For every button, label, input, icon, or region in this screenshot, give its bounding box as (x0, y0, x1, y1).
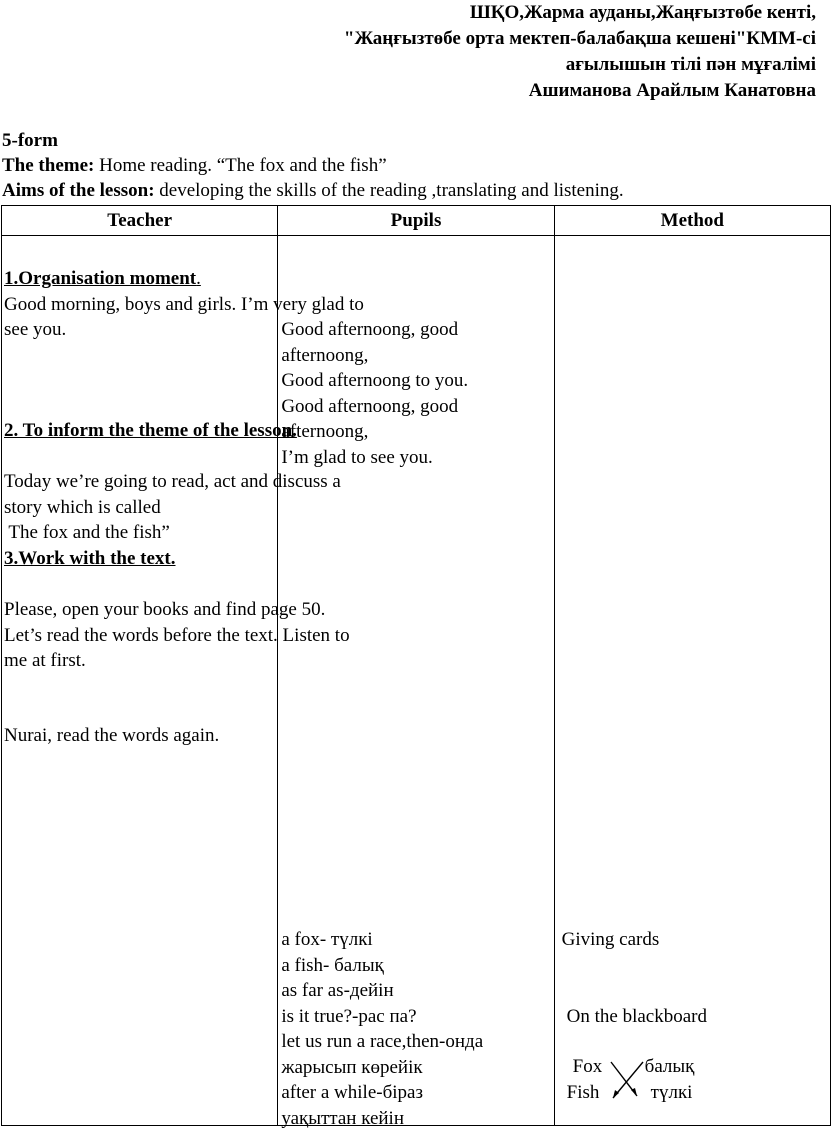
method-cell (554, 236, 830, 1126)
lesson-intro (2, 128, 624, 203)
fish-translation: түлкі (651, 1080, 693, 1106)
matching-arrows-icon (607, 1058, 647, 1102)
theme-label: The theme: (2, 155, 94, 176)
table-body-row (2, 236, 831, 1126)
theme-line (2, 153, 624, 178)
aims-line (2, 178, 624, 203)
pupils-column-header: Pupils (278, 206, 554, 236)
vocabulary-list (281, 927, 483, 1131)
method-column-header: Method (554, 206, 830, 236)
pupils-reply-4: Good afternoong, good (281, 394, 468, 420)
vocab-item: a fish- балық (281, 953, 483, 979)
pupils-reply-6: I’m glad to see you. (281, 445, 468, 471)
vocab-item: let us run a race,then-онда (281, 1029, 483, 1055)
header-line-3: ағылышын тілі пән мұғалімі (0, 52, 816, 78)
org-moment-heading: 1.Organisation moment (4, 268, 196, 289)
vocab-item: уақыттан кейін (281, 1106, 483, 1131)
lesson-plan-table (1, 205, 831, 1126)
vocab-item: a fox- түлкі (281, 927, 483, 953)
pupils-reply-3: Good afternoong to you. (281, 368, 468, 394)
school-header (0, 0, 816, 104)
pupils-reply-1: Good afternoong, good (281, 317, 468, 343)
aims-value: developing the skills of the reading ,translating and listening. (155, 180, 624, 201)
form-label: 5-form (2, 128, 624, 153)
fox-word: Fox (573, 1054, 603, 1080)
teacher-today-3: The fox and the fish” (4, 520, 341, 546)
vocab-item: after a while-біраз (281, 1080, 483, 1106)
teacher-greeting-2: see you. (4, 317, 364, 343)
teacher-read-words-1: Let’s read the words before the text. Listen to (4, 623, 350, 649)
vocab-item: жарысып көрейік (281, 1055, 483, 1081)
inform-theme-heading: 2. To inform the theme of the lesson. (4, 418, 297, 444)
giving-cards-text: Giving cards (562, 927, 660, 953)
teacher-cell (2, 236, 278, 1126)
pupils-cell (278, 236, 554, 1126)
vocab-item: is it true?-рас па? (281, 1004, 483, 1030)
theme-value: Home reading. “The fox and the fish” (94, 155, 386, 176)
table-header-row (2, 206, 831, 236)
teacher-today-1: Today we’re going to read, act and discuss a (4, 469, 341, 495)
fish-word: Fish (567, 1080, 600, 1106)
aims-label: Aims of the lesson: (2, 180, 155, 201)
pupils-reply-2: afternoong, (281, 343, 468, 369)
fox-translation: балық (645, 1054, 695, 1080)
blackboard-text: On the blackboard (567, 1004, 707, 1030)
teacher-today-2: story which is called (4, 495, 341, 521)
teacher-greeting-1: Good morning, boys and girls. I’m very glad to (4, 292, 364, 318)
vocab-item: as far as-дейін (281, 978, 483, 1004)
teacher-column-header: Teacher (2, 206, 278, 236)
teacher-open-books: Please, open your books and find page 50. (4, 597, 350, 623)
teacher-nurai: Nurai, read the words again. (4, 723, 219, 749)
header-line-2: "Жаңғызтөбе орта мектеп-балабақша кешені"КММ-сі (0, 26, 816, 52)
teacher-read-words-2: me at first. (4, 648, 350, 674)
header-line-1: ШҚО,Жарма ауданы,Жаңғызтөбе кенті, (0, 0, 816, 26)
org-moment-dot: . (196, 268, 201, 289)
header-line-4: Ашиманова Арайлым Канатовна (0, 78, 816, 104)
pupils-reply-5: afternoong, (281, 419, 468, 445)
work-text-heading: 3.Work with the text. (4, 546, 341, 572)
